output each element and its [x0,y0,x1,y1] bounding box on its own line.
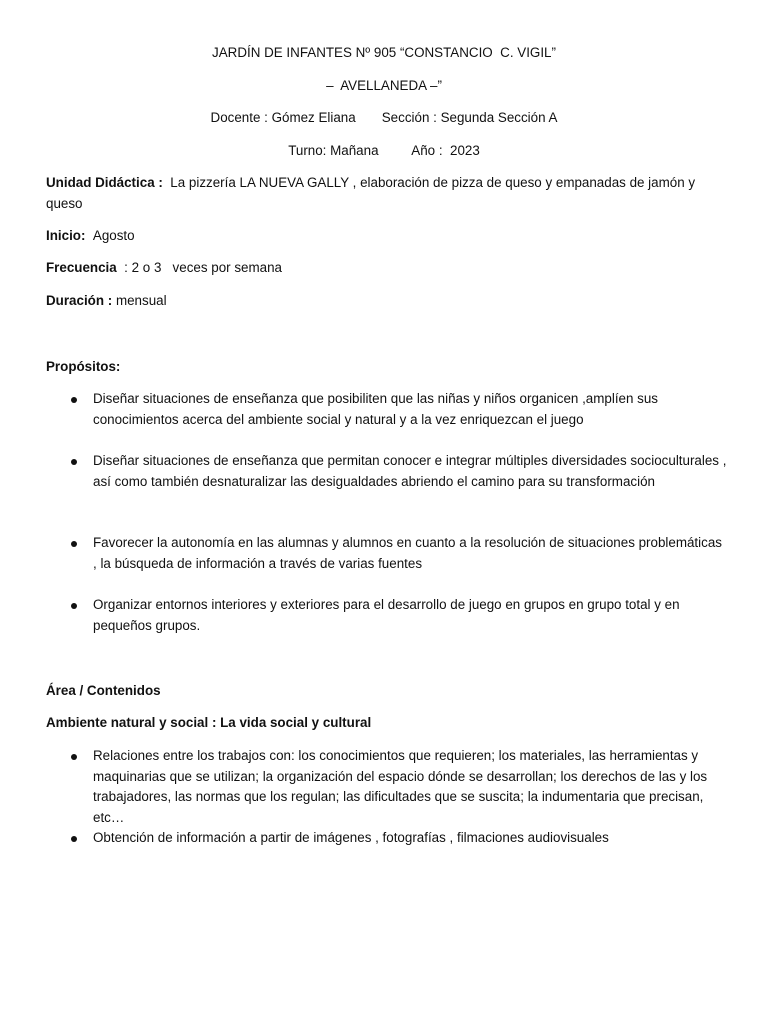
frequency-value: : 2 o 3 veces por semana [124,260,282,275]
content-item: Obtención de información a partir de imágenes , fotografías , filmaciones audiovisuales [93,830,609,845]
teacher-name: Gómez Eliana [271,110,356,125]
start-line [46,226,726,247]
bullet-icon [71,541,77,547]
school-title: JARDÍN DE INFANTES Nº 905 “CONSTANCIO C. VIGIL” [212,45,556,60]
purpose-item: Diseñar situaciones de enseñanza que permitan conocer e integrar múltiples diversidades socioculturales , así como también desnaturalizar las desigualdades abriendo el camino para su transformación [93,453,727,489]
duration-label: Duración : [46,293,113,308]
shift-label: Turno: [288,143,331,158]
teacher-section-line [0,108,768,129]
contents-subtitle: Ambiente natural y social : La vida social y cultural [46,715,372,730]
shift-year-line [0,141,768,162]
start-value: Agosto [92,228,135,243]
shift-value: Mañana [330,143,379,158]
frequency-line [46,258,726,279]
unit-value: La pizzería LA NUEVA GALLY , elaboración de pizza de queso y empanadas de jamón y queso [46,175,696,211]
teacher-label: Docente : [210,110,272,125]
purposes-title: Propósitos: [46,359,121,374]
bullet-icon [71,836,77,842]
bullet-icon [71,459,77,465]
duration-line [46,291,726,312]
start-label: Inicio: [46,228,86,243]
purpose-item: Diseñar situaciones de enseñanza que posibiliten que las niñas y niños organicen ,amplíen sus conocimientos acerca del ambiente social y natural y a la vez enriquezcan el juego [93,391,658,427]
city-line: – AVELLANEDA –” [326,78,442,93]
year-label: Año : [411,143,450,158]
purpose-item: Organizar entornos interiores y exteriores para el desarrollo de juego en grupos en grupo total y en pequeños grupos. [93,597,680,633]
frequency-label: Frecuencia [46,260,117,275]
contents-title: Área / Contenidos [46,683,161,698]
bullet-icon [71,397,77,403]
purpose-item: Favorecer la autonomía en las alumnas y alumnos en cuanto a la resolución de situaciones problemáticas , la búsqueda de información a través de varias fuentes [93,535,722,571]
year-value: 2023 [450,143,480,158]
section-label: Sección : [381,110,441,125]
unit-label: Unidad Didáctica : [46,175,163,190]
bullet-icon [71,754,77,760]
unit-line [46,173,726,214]
section-value: Segunda Sección A [440,110,558,125]
bullet-icon [71,603,77,609]
content-item: Relaciones entre los trabajos con: los conocimientos que requieren; los materiales, las herramientas y maquinarias que se utilizan; la organización del espacio dónde se desarrollan; los derechos de las y los trabajadores, las normas que los regulan; las dificultades que se suscita; la indumentaria que precisan, etc… [93,748,708,825]
duration-value: mensual [115,293,167,308]
